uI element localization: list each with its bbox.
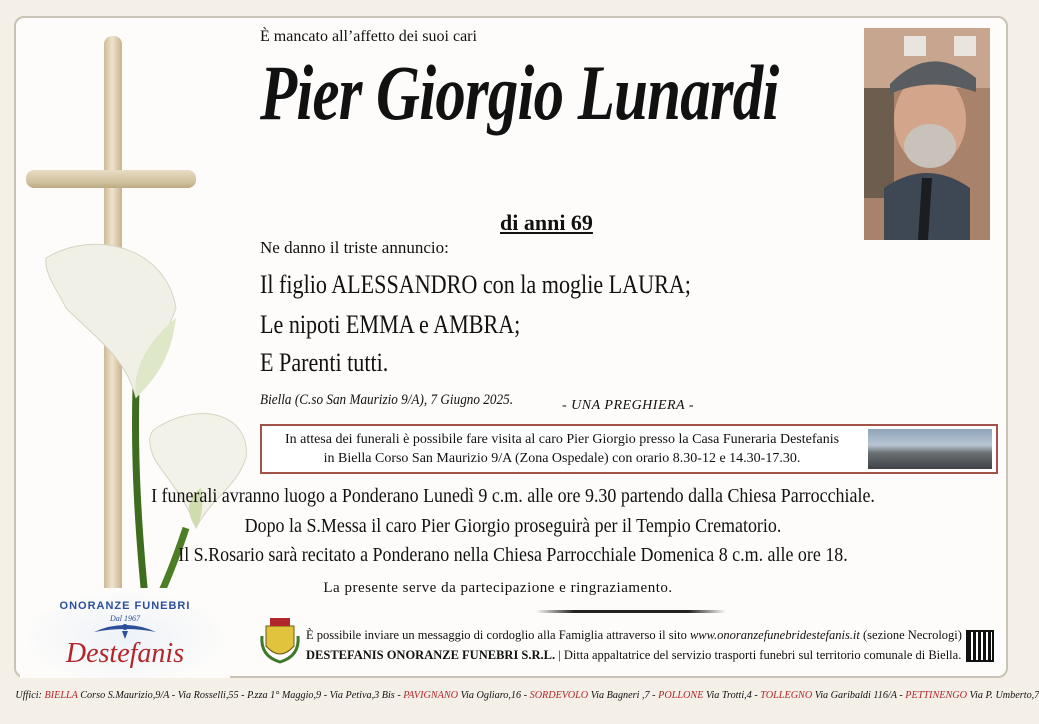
visit-info-box bbox=[260, 424, 998, 474]
logo-since-text: Dal 1967 bbox=[110, 614, 140, 623]
visit-info-line: in Biella Corso San Maurizio 9/A (Zona Ospedale) con orario 8.30-12 e 14.30-17.30. bbox=[323, 451, 801, 466]
relatives-line: Le nipoti EMMA e AMBRA; bbox=[260, 310, 521, 339]
relatives-line: E Parenti tutti. bbox=[260, 348, 389, 377]
thanks-text: La presente serve da partecipazione e ringraziamento. bbox=[323, 580, 673, 596]
office-address: Via Bagneri ,7 - bbox=[588, 690, 659, 701]
funeral-line: Il S.Rosario sarà recitato a Ponderano nella Chiesa Parrocchiale Domenica 8 c.m. alle ore 18. bbox=[178, 545, 848, 566]
age-text: di anni 69 bbox=[500, 210, 593, 235]
office-city: SORDEVOLO bbox=[529, 690, 589, 701]
visit-info-line: In attesa dei funerali è possibile fare visita al caro Pier Giorgio presso la Casa Funeraria Destefanis bbox=[284, 432, 840, 447]
logo-top-text: ONORANZE FUNEBRI bbox=[59, 600, 191, 612]
prayer-text: - UNA PREGHIERA - bbox=[562, 398, 695, 413]
deceased-name: Pier Giorgio Lunardi bbox=[260, 49, 779, 136]
office-address: Corso S.Maurizio,9/A - Via Rosselli,55 - P.zza 1° Maggio,9 - Via Petiva,3 Bis - bbox=[77, 690, 404, 701]
deceased-photo bbox=[864, 28, 990, 240]
condolence-text: È possibile inviare un messaggio di cordoglio alla Famiglia attraverso il sito bbox=[306, 628, 690, 642]
office-city: PETTINENGO bbox=[905, 690, 967, 701]
office-city: TOLLEGNO bbox=[760, 690, 813, 701]
office-address: Via Trotti,4 - bbox=[703, 690, 761, 701]
website-link[interactable]: www.onoranzefunebridestefanis.it bbox=[689, 628, 860, 642]
company-name: DESTEFANIS ONORANZE FUNEBRI S.R.L. bbox=[306, 648, 556, 662]
office-city: POLLONE bbox=[658, 690, 704, 701]
municipal-crest-icon bbox=[260, 616, 300, 664]
announcement-lead: Ne danno il triste annuncio: bbox=[260, 238, 449, 257]
qr-code-icon bbox=[966, 630, 994, 662]
relatives-line: Il figlio ALESSANDRO con la moglie LAURA; bbox=[260, 270, 691, 299]
footer-label: Uffici: bbox=[15, 690, 45, 701]
company-info: | Ditta appaltatrice del servizio trasporti funebri sul territorio comunale di Biella. bbox=[555, 648, 962, 662]
divider bbox=[536, 610, 726, 613]
destefanis-logo bbox=[20, 588, 230, 678]
condolence-line bbox=[306, 628, 962, 643]
funeral-line: I funerali avranno luogo a Ponderano Lunedì 9 c.m. alle ore 9.30 partendo dalla Chiesa Parrocchiale. bbox=[151, 486, 875, 507]
offices-footer bbox=[15, 690, 1039, 701]
office-city: PAVIGNANO bbox=[403, 690, 459, 701]
company-line bbox=[306, 648, 961, 663]
intro-text: È mancato all’affetto dei suoi cari bbox=[260, 28, 477, 45]
logo-name-text: Destefanis bbox=[65, 638, 185, 669]
office-address: Via P. Umberto,7 bbox=[966, 690, 1039, 701]
place-date-text: Biella (C.so San Maurizio 9/A), 7 Giugno 2025. bbox=[260, 392, 513, 408]
funeral-line: Dopo la S.Messa il caro Pier Giorgio proseguirà per il Tempio Crematorio. bbox=[244, 516, 782, 537]
office-address: Via Ogliaro,16 - bbox=[458, 690, 530, 701]
office-city: BIELLA bbox=[44, 690, 78, 701]
condolence-text: (sezione Necrologi) bbox=[859, 628, 962, 642]
funeral-home-photo bbox=[868, 429, 992, 469]
obituary-card bbox=[14, 16, 1008, 678]
office-address: Via Garibaldi 116/A - bbox=[812, 690, 906, 701]
